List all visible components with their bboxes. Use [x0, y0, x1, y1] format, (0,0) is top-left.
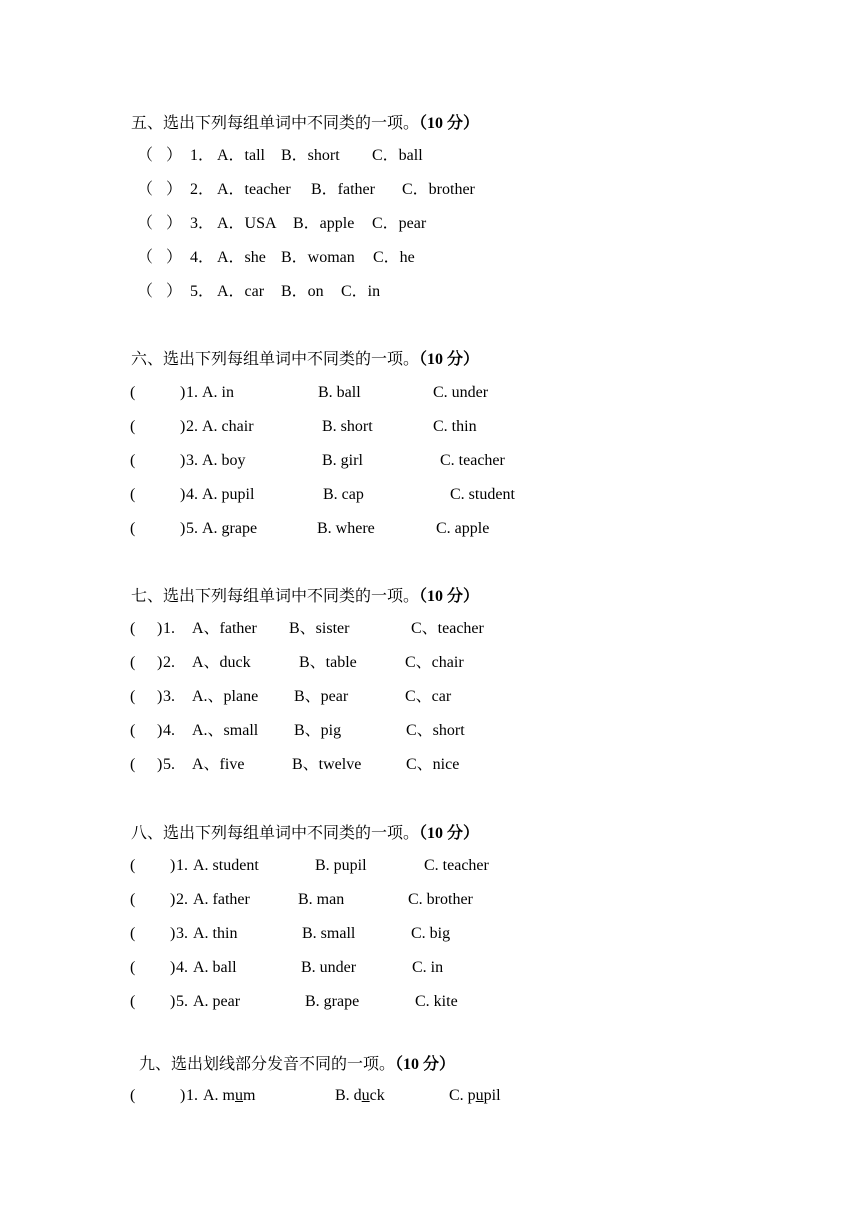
option-c: C. under — [433, 384, 489, 401]
answer-close-paren: ) — [180, 520, 186, 537]
question-number: 4. — [176, 959, 188, 976]
answer-open-paren: （ — [137, 249, 154, 266]
answer-close-paren: ) — [180, 418, 186, 435]
option-c: C．brother — [402, 181, 475, 198]
question-number: 2. — [186, 418, 198, 435]
option-b: B、sister — [289, 620, 350, 637]
option-b: B. ball — [318, 384, 361, 401]
answer-open-paren: ( — [130, 756, 136, 773]
answer-close-paren: ) — [170, 959, 176, 976]
question-row — [0, 449, 640, 473]
answer-close-paren: ) — [157, 688, 163, 705]
answer-close-paren: ） — [166, 283, 183, 300]
option-c: C. teacher — [424, 857, 489, 874]
option-a: A．USA — [217, 215, 277, 232]
option-a: A. thin — [193, 925, 238, 942]
question-row — [0, 990, 640, 1014]
section-6-heading: 六、选出下列每组单词中不同类的一项。（10 分） — [131, 349, 480, 368]
answer-close-paren: ) — [180, 452, 186, 469]
answer-open-paren: ( — [130, 620, 136, 637]
option-c: C．he — [373, 249, 415, 266]
answer-open-paren: ( — [130, 384, 136, 401]
option-a: A、duck — [192, 654, 251, 671]
option-a: A. mum — [203, 1087, 256, 1104]
option-c: C. apple — [436, 520, 490, 537]
option-c: C. teacher — [440, 452, 505, 469]
answer-open-paren: ( — [130, 418, 136, 435]
question-row — [0, 685, 640, 709]
question-row — [0, 1084, 640, 1108]
underlined-letter: u — [235, 1087, 243, 1104]
answer-close-paren: ) — [170, 891, 176, 908]
option-c: C. big — [411, 925, 451, 942]
question-row — [0, 381, 640, 405]
answer-close-paren: ) — [180, 486, 186, 503]
option-a: A. father — [193, 891, 250, 908]
question-number: 3. — [163, 688, 175, 705]
question-row — [0, 178, 640, 202]
question-row — [0, 212, 640, 236]
answer-open-paren: ( — [130, 654, 136, 671]
answer-open-paren: ( — [130, 1087, 136, 1104]
option-b: B．father — [311, 181, 375, 198]
question-row — [0, 753, 640, 777]
question-number: 3. — [186, 452, 198, 469]
question-row — [0, 517, 640, 541]
option-b: B、twelve — [292, 756, 362, 773]
option-c: C、car — [405, 688, 452, 705]
question-row — [0, 854, 640, 878]
option-c: C、nice — [406, 756, 460, 773]
answer-close-paren: ） — [166, 181, 183, 198]
option-a: A. student — [193, 857, 259, 874]
option-c: C．in — [341, 283, 381, 300]
question-row — [0, 888, 640, 912]
option-a: A. grape — [202, 520, 258, 537]
option-a: A．tall — [217, 147, 265, 164]
option-a: A. ball — [193, 959, 237, 976]
answer-open-paren: （ — [137, 181, 154, 198]
section-9-heading: 九、选出划线部分发音不同的一项。（10 分） — [139, 1054, 456, 1073]
option-b: B、table — [299, 654, 357, 671]
answer-open-paren: ( — [130, 520, 136, 537]
section-7-heading: 七、选出下列每组单词中不同类的一项。（10 分） — [131, 586, 480, 605]
answer-open-paren: ( — [130, 993, 136, 1010]
question-number: 1. — [186, 1087, 198, 1104]
answer-open-paren: （ — [137, 147, 154, 164]
option-b: B. grape — [305, 993, 360, 1010]
answer-open-paren: ( — [130, 857, 136, 874]
option-a: A. boy — [202, 452, 246, 469]
option-c: C. thin — [433, 418, 477, 435]
option-b: B、pig — [294, 722, 342, 739]
question-row — [0, 246, 640, 270]
answer-close-paren: ） — [166, 249, 183, 266]
section-8-heading: 八、选出下列每组单词中不同类的一项。（10 分） — [131, 823, 480, 842]
answer-close-paren: ) — [170, 925, 176, 942]
question-row — [0, 651, 640, 675]
option-b: B．on — [281, 283, 324, 300]
question-number: 4． — [190, 249, 215, 266]
option-b: B. duck — [335, 1087, 385, 1104]
question-number: 5. — [163, 756, 175, 773]
option-b: B. cap — [323, 486, 364, 503]
question-number: 1. — [176, 857, 188, 874]
question-number: 5． — [190, 283, 215, 300]
underlined-letter: u — [475, 1087, 484, 1104]
question-row — [0, 280, 640, 304]
underlined-letter: u — [361, 1087, 370, 1104]
answer-open-paren: ( — [130, 959, 136, 976]
question-row — [0, 956, 640, 980]
question-number: 5. — [176, 993, 188, 1010]
answer-open-paren: ( — [130, 688, 136, 705]
option-c: C. in — [412, 959, 444, 976]
question-number: 1. — [186, 384, 198, 401]
question-number: 3． — [190, 215, 215, 232]
question-number: 2. — [163, 654, 175, 671]
option-a: A. pear — [193, 993, 241, 1010]
answer-open-paren: ( — [130, 452, 136, 469]
option-c: C、short — [406, 722, 465, 739]
option-a: A．she — [217, 249, 266, 266]
question-row — [0, 922, 640, 946]
question-number: 3. — [176, 925, 188, 942]
answer-close-paren: ) — [157, 654, 163, 671]
option-a: A. pupil — [202, 486, 255, 503]
option-c: C. brother — [408, 891, 473, 908]
answer-close-paren: ） — [166, 215, 183, 232]
option-a: A. in — [202, 384, 234, 401]
answer-close-paren: ) — [157, 756, 163, 773]
question-number: 2. — [176, 891, 188, 908]
answer-close-paren: ) — [180, 384, 186, 401]
option-a: A．teacher — [217, 181, 291, 198]
option-b: B. short — [322, 418, 373, 435]
answer-close-paren: ) — [157, 620, 163, 637]
question-row — [0, 144, 640, 168]
answer-open-paren: ( — [130, 486, 136, 503]
option-b: B、pear — [294, 688, 349, 705]
question-row — [0, 483, 640, 507]
option-c: C、teacher — [411, 620, 484, 637]
option-b: B. where — [317, 520, 375, 537]
question-number: 5. — [186, 520, 198, 537]
option-b: B. small — [302, 925, 356, 942]
question-number: 4. — [163, 722, 175, 739]
option-b: B．apple — [293, 215, 355, 232]
question-number: 4. — [186, 486, 198, 503]
answer-open-paren: （ — [137, 283, 154, 300]
answer-open-paren: ( — [130, 891, 136, 908]
option-c: C. student — [450, 486, 515, 503]
option-a: A. chair — [202, 418, 254, 435]
option-b: B. man — [298, 891, 345, 908]
question-row — [0, 617, 640, 641]
option-c: C. kite — [415, 993, 458, 1010]
section-5-heading: 五、选出下列每组单词中不同类的一项。（10 分） — [131, 113, 480, 132]
option-c: C．ball — [372, 147, 423, 164]
question-number: 1. — [163, 620, 175, 637]
answer-close-paren: ） — [166, 147, 183, 164]
option-b: B. girl — [322, 452, 363, 469]
question-number: 1． — [190, 147, 215, 164]
answer-open-paren: （ — [137, 215, 154, 232]
answer-open-paren: ( — [130, 925, 136, 942]
option-b: B. under — [301, 959, 357, 976]
question-number: 2． — [190, 181, 215, 198]
answer-close-paren: ) — [170, 993, 176, 1010]
answer-close-paren: ) — [157, 722, 163, 739]
option-a: A、father — [192, 620, 257, 637]
option-a: A．car — [217, 283, 265, 300]
option-b: B. pupil — [315, 857, 367, 874]
answer-close-paren: ) — [180, 1087, 186, 1104]
option-b: B．woman — [281, 249, 355, 266]
answer-close-paren: ) — [170, 857, 176, 874]
answer-open-paren: ( — [130, 722, 136, 739]
question-row — [0, 415, 640, 439]
option-a: A.、small — [192, 722, 259, 739]
option-c: C．pear — [372, 215, 427, 232]
option-b: B．short — [281, 147, 340, 164]
option-a: A、five — [192, 756, 245, 773]
option-a: A.、plane — [192, 688, 259, 705]
option-c: C. pupil — [449, 1087, 501, 1104]
question-row — [0, 719, 640, 743]
option-c: C、chair — [405, 654, 464, 671]
